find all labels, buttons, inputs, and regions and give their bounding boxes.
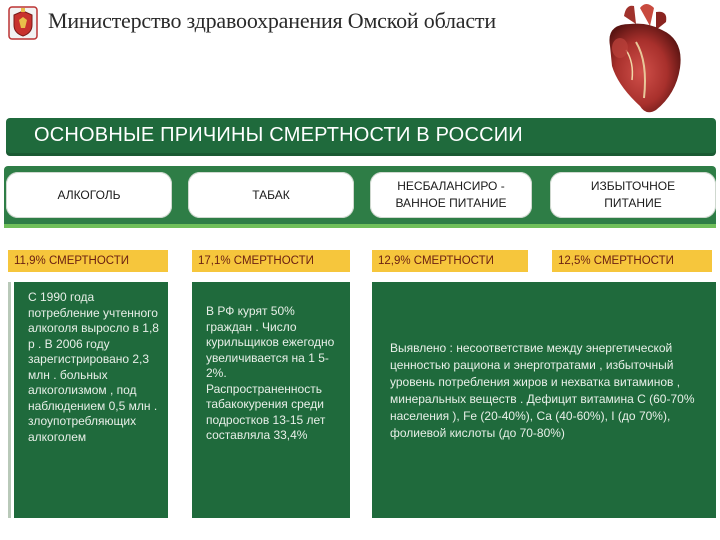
category-label: ТАБАК <box>252 187 290 202</box>
category-label: НЕСБАЛАНСИРО - ВАННОЕ ПИТАНИЕ <box>395 179 507 210</box>
strip-accent-line <box>4 224 716 228</box>
category-alcohol <box>6 172 172 218</box>
ministry-title: Министерство здравоохранения Омской области <box>48 8 496 33</box>
panel-tobacco <box>192 282 350 518</box>
mortality-unbalanced-diet: 12,9% СМЕРТНОСТИ <box>372 250 528 272</box>
mortality-overeating: 12,5% СМЕРТНОСТИ <box>552 250 712 272</box>
panel-nutrition <box>372 282 716 518</box>
panel-alcohol <box>14 282 168 518</box>
slide-title: ОСНОВНЫЕ ПРИЧИНЫ СМЕРТНОСТИ В РОССИИ <box>34 124 523 146</box>
panel-nutrition-text: Выявлено : несоответствие между энергетической ценностью рациона и энерготратами , избыточный уровень потребления жиров и нехватка витаминов , минеральных веществ . Дефицит витамина С (60-70% населения ), Fe (20-40%), Са (40-60%), I (до 70%), фолиевой кислоты (до 70-80%) <box>390 341 695 440</box>
panel-alcohol-text: С 1990 года потребление учтенного алкоголя выросло в 1,8 р . В 2006 году зарегистрировано 2,3 млн . больных алкоголизмом , под наблюдением 0,5 млн . злоупотребляющих алкоголем <box>28 290 159 444</box>
heart-illustration-icon <box>596 2 692 116</box>
panel-divider <box>8 282 11 518</box>
category-label: ИЗБЫТОЧНОЕ ПИТАНИЕ <box>590 179 676 210</box>
coat-of-arms-icon <box>8 6 38 40</box>
panel-tobacco-text: В РФ курят 50% граждан . Число курильщиков ежегодно увеличивается на 1 5-2%. Распространенность табакокурения среди подростков 13-15 лет составляла 33,4% <box>206 304 335 442</box>
mortality-tobacco: 17,1% СМЕРТНОСТИ <box>192 250 350 272</box>
mortality-alcohol: 11,9% СМЕРТНОСТИ <box>8 250 168 272</box>
category-unbalanced-diet <box>370 172 532 218</box>
category-overeating <box>550 172 716 218</box>
category-tobacco <box>188 172 354 218</box>
category-label: АЛКОГОЛЬ <box>57 187 121 202</box>
